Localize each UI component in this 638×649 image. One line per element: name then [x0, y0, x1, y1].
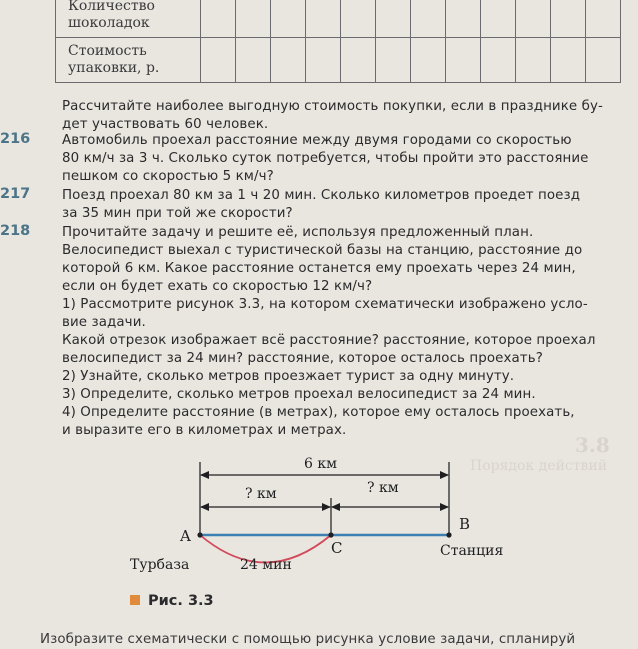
bottom-cut-line: Изобразите схематически с помощью рисунка условие задачи, спланируй: [40, 632, 576, 647]
problem-218-line: и выразите его в километрах и метрах.: [62, 423, 347, 438]
problem-218-line: если он будет ехать со скоростью 12 км/ч?: [62, 279, 373, 294]
problem-218-line: 4) Определите расстояние (в метрах), которое ему осталось проехать,: [62, 405, 575, 420]
problem-216-line: Автомобиль проехал расстояние между двумя городами со скоростью: [62, 133, 572, 148]
problem-216-line: 80 км/ч за 3 ч. Сколько суток потребуется, чтобы пройти это расстояние: [62, 151, 589, 166]
station-label: Станция: [440, 543, 504, 559]
problem-number-216: 216: [0, 131, 31, 147]
point-a-label: A: [180, 527, 191, 545]
svg-text:Порядок действий: Порядок действий: [470, 458, 608, 474]
point-b-dot: [446, 532, 451, 537]
problem-218-line: 3) Определите, сколько метров проехал велосипедист за 24 мин.: [62, 387, 536, 402]
total-distance-label: 6 км: [304, 456, 337, 472]
caption-marker-icon: [130, 595, 140, 605]
tourbase-label: Турбаза: [130, 557, 190, 573]
problem-217-line: за 35 мин при той же скорости?: [62, 206, 293, 221]
problem-218-line: Велосипедист выехал с туристической базы на станцию, расстояние до: [62, 243, 583, 258]
problem-number-217: 217: [0, 186, 31, 202]
problem-218-line: 2) Узнайте, сколько метров проезжает турист за одну минуту.: [62, 369, 515, 384]
left-distance-label: ? км: [245, 486, 277, 502]
figure-caption-text: Рис. 3.3: [148, 593, 214, 609]
table-row-label-price: Стоимость упаковки, р.: [56, 38, 201, 83]
point-c-label: C: [331, 539, 343, 557]
problem-217-line: Поезд проехал 80 км за 1 ч 20 мин. Сколько километров проедет поезд: [62, 188, 581, 203]
intro-line: дет участвовать 60 человек.: [62, 117, 269, 132]
point-c-dot: [328, 532, 333, 537]
problem-218-line: 1) Рассмотрите рисунок 3.3, на котором схематически изображено усло-: [62, 297, 588, 312]
problem-218-line: вие задачи.: [62, 315, 146, 330]
point-a-dot: [197, 532, 202, 537]
problem-216-line: пешком со скоростью 5 км/ч?: [62, 169, 274, 184]
figure-caption: [130, 593, 214, 609]
intro-line: Рассчитайте наиболее выгодную стоимость покупки, если в празднике бу-: [62, 99, 603, 114]
right-distance-label: ? км: [367, 480, 399, 496]
svg-text:3.8: 3.8: [575, 433, 610, 457]
problem-218-line: Прочитайте задачу и решите её, используя предложенный план.: [62, 225, 534, 240]
time-label: 24 мин: [240, 557, 292, 573]
table-row-label-count: Количество шоколадок: [56, 0, 201, 38]
point-b-label: B: [459, 515, 471, 533]
problem-number-218: 218: [0, 223, 31, 239]
problem-218-line: Какой отрезок изображает всё расстояние? расстояние, которое проехал: [62, 333, 596, 348]
problem-218-line: которой 6 км. Какое расстояние останется ему проехать через 24 мин,: [62, 261, 576, 276]
problem-218-line: велосипедист за 24 мин? расстояние, которое осталось проехать?: [62, 351, 543, 366]
